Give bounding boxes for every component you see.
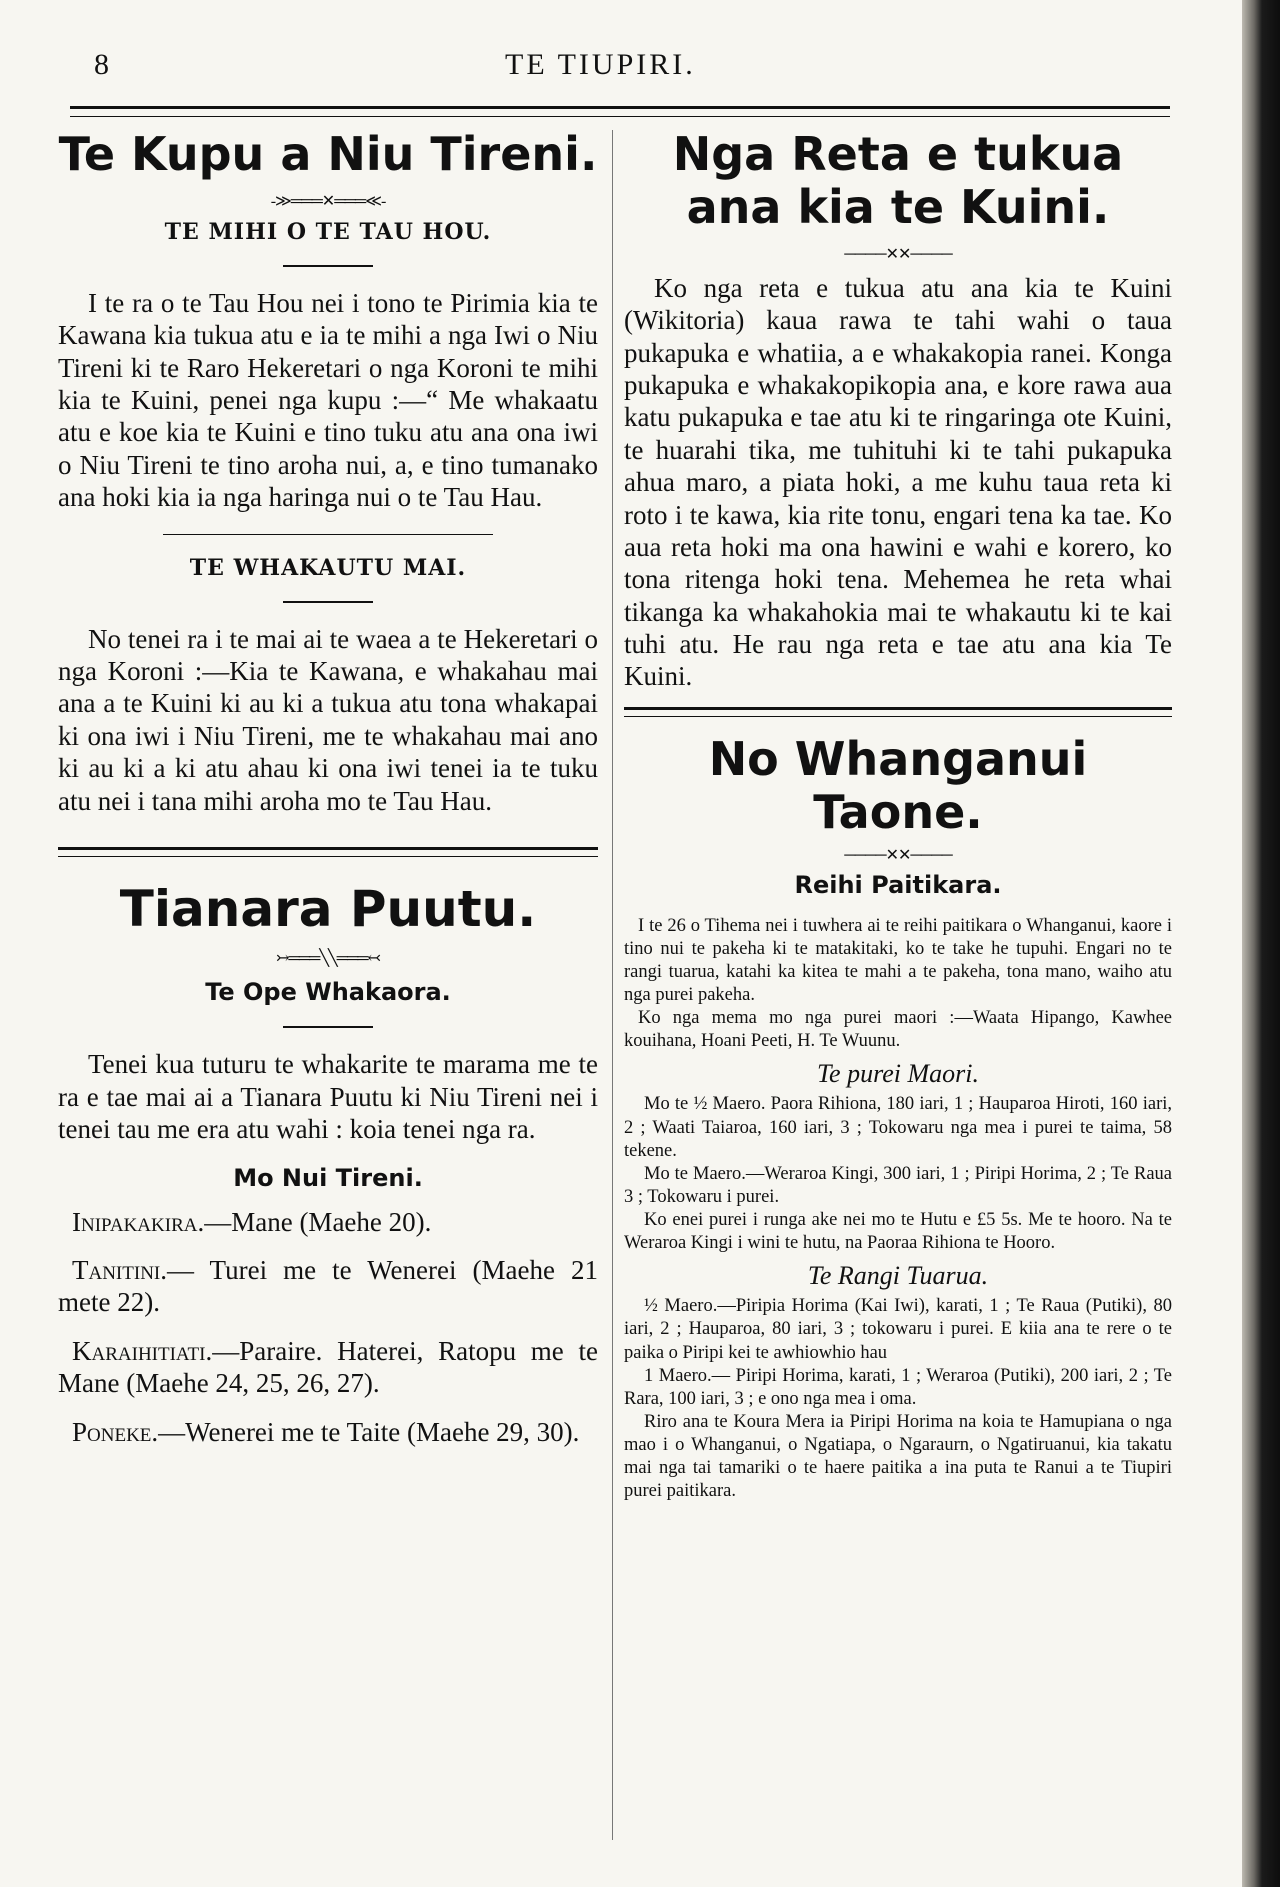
schedule-dates: —Paraire. Haterei, Ratopu me te Mane (Maehe 24, 25, 26, 27). <box>58 1335 598 1399</box>
schedule-place: Karaihitiati. <box>72 1335 213 1366</box>
paragraph: I te ra o te Tau Hou nei i tono te Pirimia kia te Kawana kia tukua atu e ia te mihi a nga Iwi o Niu Tireni ki te Raro Hekeretari o nga Koroni te mihi kia te Kuini, penei nga kupu :—“ Me whakaatu atu e koe kia te Kuini e tino tuku atu ana ona iwi o Niu Tireni te tino aroha nui, a, e tino tumanako ana hoki kia ia nga haringa nui o te Tau Hau. <box>58 287 598 513</box>
article-title: Tianara Puutu. <box>119 879 537 938</box>
page-number: 8 <box>94 48 109 81</box>
schedule-entry <box>58 1335 598 1400</box>
left-column <box>58 128 598 1464</box>
article-title: Te Kupu a Niu Tireni. <box>58 127 598 181</box>
ornament-divider: ────✕✕──── <box>844 245 952 263</box>
paragraph: No tenei ra i te mai ai te waea a te Hekeretari o nga Koroni :—Kia te Kawana, e whakahau mai ana a te Kuini ki au ki a tukua atu tona whakapai ki ona iwi i Niu Tireni, me te whakahau mai ano ki au ki a ki atu ahau ki ona iwi tenei ia te tuku atu nei i tana mihi aroha mo te Tau Hau. <box>58 623 598 816</box>
ornament-divider: ↣═══╲╲═══↢ <box>275 950 381 968</box>
mid-rule <box>163 534 493 535</box>
article-tianara-puutu <box>58 881 598 1448</box>
subheading: TE MIHI O TE TAU HOU. <box>164 218 492 245</box>
subheading: Te Rangi Tuarua. <box>807 1261 989 1291</box>
running-title: TE TIUPIRI. <box>505 48 696 81</box>
article-title: Nga Reta e tukua ana kia te Kuini. <box>672 127 1124 234</box>
schedule-dates: —Mane (Maehe 20). <box>204 1206 432 1237</box>
article-whanganui <box>624 733 1172 1504</box>
header-rule <box>70 106 1170 117</box>
paragraph: Ko nga mema mo nga purei maori :—Waata Hipango, Kawhee kouihana, Hoani Peeti, H. Te Wuunu. <box>624 1008 1172 1052</box>
short-rule <box>283 601 373 603</box>
schedule-place: Tanitini. <box>72 1255 167 1286</box>
article-nga-reta <box>624 128 1172 693</box>
article-te-kupu <box>58 128 598 817</box>
schedule-dates: —Wenerei me te Taite (Maehe 29, 30). <box>158 1416 580 1447</box>
schedule-list <box>58 1206 598 1448</box>
section-rule <box>624 707 1172 717</box>
race-result: Mo te Maero.—Weraroa Kingi, 300 iari, 1 ; Piripi Horima, 2 ; Te Raua 3 ; Tokowaru i purei. <box>624 1163 1172 1207</box>
schedule-entry <box>58 1206 598 1238</box>
subheading: Reihi Paitikara. <box>794 870 1002 899</box>
subheading: Te purei Maori. <box>816 1059 980 1089</box>
page-header <box>0 0 1240 96</box>
short-rule <box>283 1026 373 1028</box>
paragraph: Ko nga reta e tukua atu ana kia te Kuini (Wikitoria) kaua rawa te tahi wahi o taua pukapuka e whatiia, a e whakakopia ranei. Konga pukapuka e whakakopikopia ana, e kore rawa aua katu pukapuka e tae atu ki te ringaringa ote Kuini, te huarahi tika, me tuhituhi ki te tahi pukapuka ahua maro, a piata hoki, a me kuhu taua reta ki roto i te kawa, kia rite tonu, engari tena ka tae. Ko aua reta hoki ma ona hawini e wahi e korero, ko tona ritenga hoki tena. Mehemea he reta whai tikanga ka whakahokia mai te whakautu ki te kai tuhi atu. He rau nga reta e tae atu ana kia Te Kuini. <box>624 272 1172 692</box>
schedule-entry <box>58 1416 598 1448</box>
column-divider <box>612 130 613 1840</box>
subheading: Mo Nui Tireni. <box>233 1163 423 1192</box>
race-result: ½ Maero.—Piripia Horima (Kai Iwi), karati, 1 ; Te Raua (Putiki), 80 iari, 2 ; Hauparoa, 80 iari, 3 ; tokowaru i purei. E kiia ana te rere o te paika o Piripi kei te awhiowhio hau <box>624 1296 1172 1363</box>
race-result: Ko enei purei i runga ake nei mo te Hutu e £5 5s. Me te hooro. Na te Weraroa Kingi i wini te hutu, na Paoraa Rihiona te Hooro. <box>624 1210 1172 1254</box>
paragraph: Tenei kua tuturu te whakarite te marama me te ra e tae mai ai a Tianara Puutu ki Niu Tireni nei i tenei tau me era atu wahi : koia tenei nga ra. <box>58 1049 598 1145</box>
race-result: Mo te ½ Maero. Paora Rihiona, 180 iari, 1 ; Hauparoa Hiroti, 160 iari, 2 ; Waati Taiaroa, 160 iari, 3 ; Tokowaru nga mea i purei te taima, 58 tekene. <box>624 1094 1172 1161</box>
schedule-dates: — Turei me te Wenerei (Maehe 21 mete 22). <box>58 1255 598 1318</box>
right-column <box>624 128 1172 1503</box>
race-result: Riro ana te Koura Mera ia Piripi Horima na koia te Hamupiana o nga mao i o Whanganui, o Ngatiapa, o Ngaraurn, o Ngatiruanui, kia takatu mai nga tai tamariki o te haere paitika a ina puta te Ranui a te Tiupiri purei paitikara. <box>624 1411 1172 1502</box>
article-title: No Whanganui Taone. <box>708 731 1088 839</box>
ornament-divider: ────✕✕──── <box>844 846 952 864</box>
ornament-divider: -≫═══✕═══≪- <box>270 192 386 210</box>
short-rule <box>283 265 373 267</box>
schedule-entry <box>58 1254 598 1319</box>
page-edge-shadow <box>1242 0 1280 1887</box>
section-rule <box>58 847 598 857</box>
subheading: TE WHAKAUTU MAI. <box>189 554 467 581</box>
race-result: 1 Maero.— Piripi Horima, karati, 1 ; Weraroa (Putiki), 200 iari, 2 ; Te Rara, 100 iari, 3 ; e ono nga mea i oma. <box>624 1365 1172 1409</box>
paragraph: I te 26 o Tihema nei i tuwhera ai te reihi paitikara o Whanganui, kaore i tino nui te pakeha ki te matakitaki, ko te take he tupuhi. Engari no te rangi tuarua, katahi ka kitea te mahi a te pakeha, tona mano, waiho atu nga purei pakeha. <box>624 915 1172 1006</box>
schedule-place: Poneke. <box>72 1416 159 1447</box>
schedule-place: Inipakakira. <box>72 1206 205 1237</box>
subheading: Te Ope Whakaora. <box>205 978 451 1007</box>
